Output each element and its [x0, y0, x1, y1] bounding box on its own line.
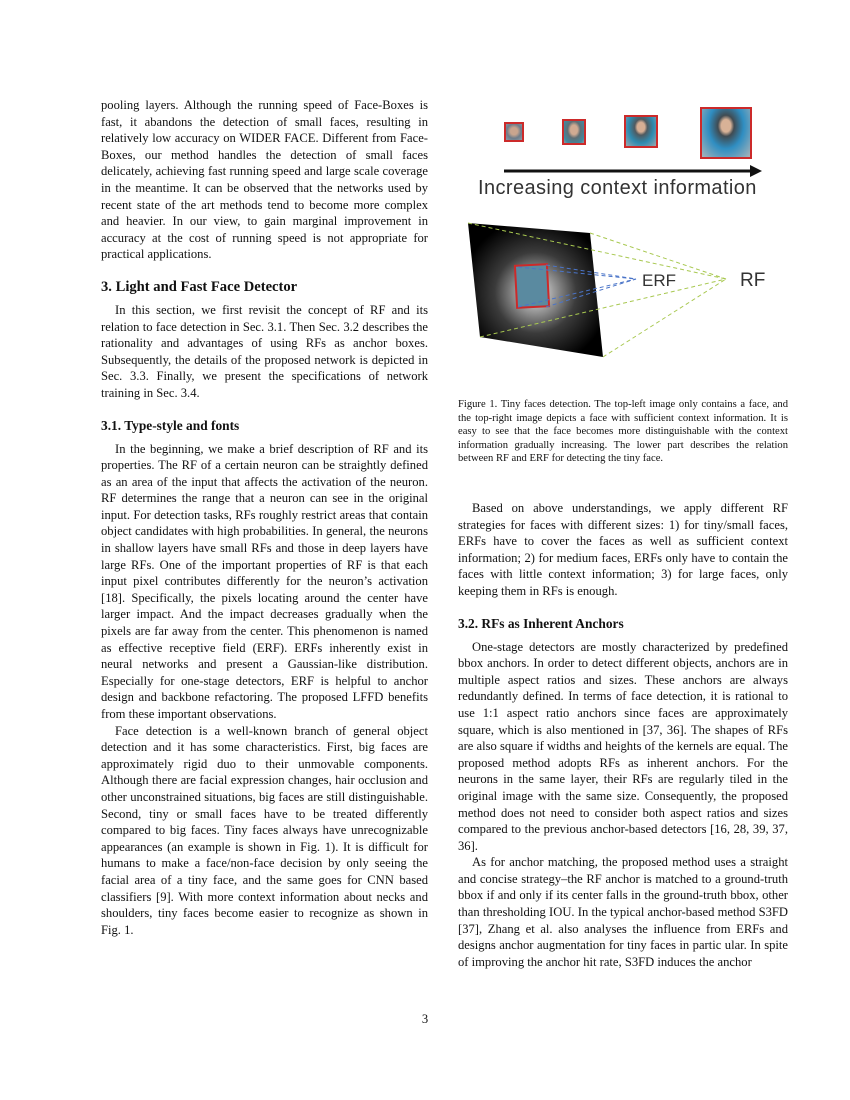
face-thumbnail-small — [562, 119, 586, 145]
section-3-2-paragraph-2: As for anchor matching, the proposed method uses a straight and concise strategy–the RF anchor is matched to a ground-truth bbox if and only if its center falls in the ground-truth bbox, other than thresholding IOU. In the typical anchor-based method S3FD [37], Zhang et al. also analyses the influence from ERFs and designs anchor augmentation for tiny faces in partic ular. In spite of improving the anchor hit rate, S3FD induces the anchor — [458, 855, 788, 969]
section-3-1-paragraph-1: In the beginning, we make a brief description of RF and its properties. The RF of a certain neuron can be straightly defined as an area of the input that affects the activation of the neuron. RF determines the range that a neuron can see in the original input. For detection tasks, RFs roughly restrict areas that contain object candidates with high probabilities. In general, the neurons in shallow layers have small RFs and those in deep layers have large RFs. One of the important properties of RF is that each input pixel contributes differently for the neuron’s activation [18]. Specifically, the pixels locating around the center have larger impact. And the impact decreases gradually when the pixels are far away from the center. This phenomenon is named as effective receptive field (ERF). ERFs inherently exist in neural networks and present a Gaussian-like distribution. Especially for one-stage detectors, ERF is helpful to anchor design and backbone refactoring. The proposed LFFD benefits from these important observations. — [101, 441, 428, 721]
section-3-1-paragraph-2: Face detection is a well-known branch of general object detection and it has some characteristics. First, big faces are approximately rigid duo to their unmovable components. Although there are facial expression changes, hair occlusion and other unconstrained situations, big faces are still distinguishable. Second, tiny or small faces have to be treated differently compared to big faces. Tiny faces always have unrecognizable appearances (an example is shown in Fig. 1). It is difficult for humans to make a face/non-face decision by only seeing the facial area of a tiny face, and the same goes for CNN based classifiers [9]. With more context information about necks and shoulders, tiny faces become easier to recognize as shown in Fig. 1. — [101, 723, 428, 937]
erf-rf-diagram — [458, 217, 788, 367]
intro-paragraph: pooling layers. Although the running speed of Face-Boxes is fast, it abandons the detection of small faces, resulting in relatively low accuracy on WIDER FACE. Different from Face-Boxes, our method handles the detection of small faces delicately, achieving fast running speed and large scale coverage in the meantime. It can be observed that the networks used by recent state of the art methods tend to become more complex and heavier. In our view, to gain marginal improvement in accuracy at the cost of running speed is not appropriate for practical applications. — [101, 98, 428, 262]
figure-1-caption: Figure 1. Tiny faces detection. The top-left image only contains a face, and the top-right image depicts a face with sufficient context information. It is easy to see that the face becomes more distinguishable with the context information gradually increasing. The lower part describes the relation between RF and ERF for detecting the tiny face. — [458, 399, 788, 465]
left-column — [101, 97, 428, 938]
context-label: Increasing context information — [478, 177, 757, 199]
context-arrow — [504, 165, 762, 177]
face-thumbnail-medium — [624, 115, 658, 148]
page-number: 3 — [421, 1012, 429, 1026]
rf-label: RF — [740, 270, 766, 291]
figure-1 — [458, 97, 788, 367]
section-3-2-title: 3.2. RFs as Inherent Anchors — [458, 615, 624, 631]
section-3-1-title: 3.1. Type-style and fonts — [101, 417, 240, 433]
face-thumbnail-tiny — [504, 122, 524, 142]
erf-label: ERF — [642, 271, 676, 290]
face-thumbnail-large — [700, 107, 752, 159]
section-3-title: 3. Light and Fast Face Detector — [101, 278, 298, 295]
face-bbox — [515, 264, 549, 308]
section-3-paragraph: In this section, we first revisit the concept of RF and its relation to face detection in Sec. 3.1. Then Sec. 3.2 describes the rationality and advantages of using RFs as anchor boxes. Subsequently, the details of the proposed network is depicted in Sec. 3.3. Finally, we present the specifications of network training in Sec. 3.4. — [101, 302, 428, 400]
right-column — [458, 500, 788, 970]
right-paragraph-1: Based on above understandings, we apply different RF strategies for faces with different sizes: 1) for tiny/small faces, ERFs have to cover the faces as well as sufficient context information; 2) for medium faces, ERFs only have to contain the faces with little context information; 3) for large faces, only keeping them in RFs is enough. — [458, 501, 788, 598]
section-3-2-paragraph-1: One-stage detectors are mostly characterized by predefined bbox anchors. In order to detect different objects, anchors are in multiple aspect ratios and sizes. These anchors are always redundantly defined. In terms of face detection, it is rational to use 1:1 aspect ratio anchors since faces are approximately square, which is also mentioned in [37, 36]. The shapes of RFs are also square if widths and heights of the kernels are equal. The proposed method adopts RFs as inherent anchors. For the neurons in the same layer, their RFs are regularly tiled in the original image with the same size. Consequently, the proposed method does not need to consider both aspect ratios and sizes compared to the previous anchor-based detectors [16, 28, 39, 37, 36]. — [458, 639, 788, 853]
